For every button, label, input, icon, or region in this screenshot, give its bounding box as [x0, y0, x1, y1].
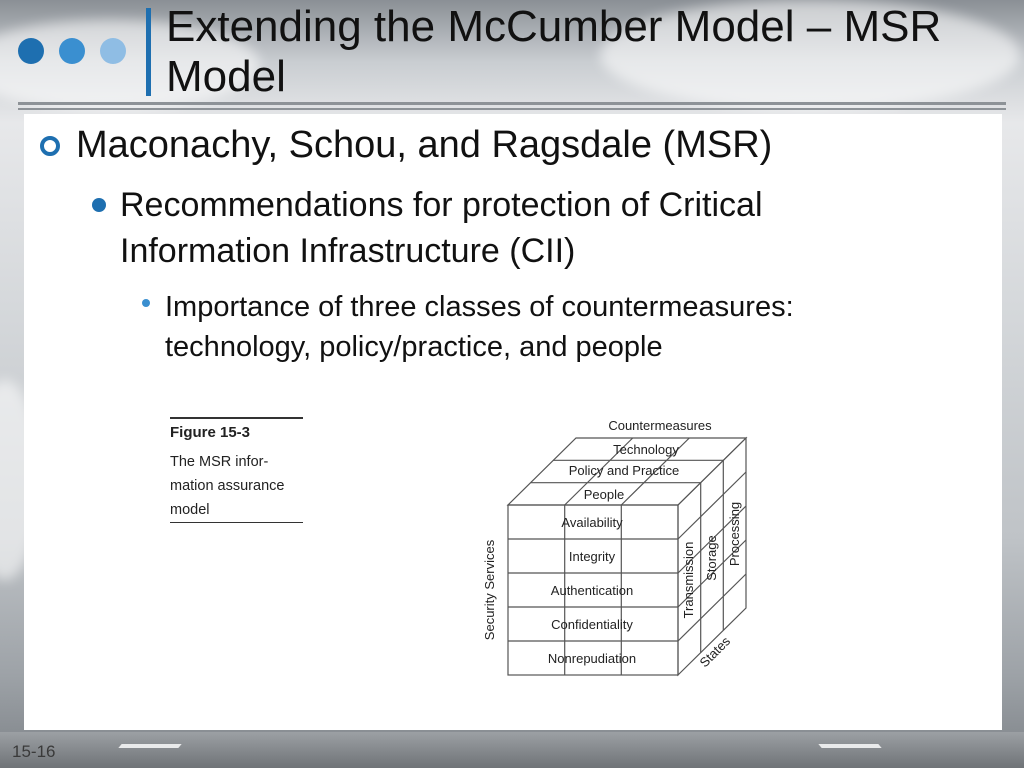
service-nonrepudiation: Nonrepudiation	[547, 651, 637, 666]
service-confidentiality: Confidentiality	[551, 617, 633, 632]
bullet-level2: Recommendations for protection of Critical Information Infrastructure (CII)	[120, 186, 763, 270]
road-marking	[118, 744, 181, 748]
caption-line: mation assurance	[170, 478, 285, 494]
bullet-small-dot-icon	[142, 299, 150, 307]
background-road	[0, 732, 1024, 768]
decorative-dots	[18, 38, 126, 64]
slide-number: 15-16	[12, 742, 56, 761]
bullet-ring-icon	[40, 136, 60, 156]
countermeasures-label: Countermeasures	[608, 418, 712, 433]
state-transmission: Transmission	[681, 541, 696, 619]
caption-line: The MSR infor-	[170, 454, 269, 470]
countermeasure-technology: Technology	[613, 442, 679, 457]
header-rule-bottom	[18, 108, 1006, 110]
countermeasure-policy: Policy and Practice	[568, 463, 680, 478]
service-authentication: Authentication	[550, 583, 634, 598]
slide-title: Extending the McCumber Model – MSR Model	[166, 2, 942, 101]
service-availability: Availability	[561, 515, 623, 530]
countermeasure-people: People	[583, 487, 625, 502]
title-accent-bar	[146, 8, 151, 96]
dot-1	[18, 38, 44, 64]
bullet-level3: Importance of three classes of countermeasures: technology, policy/practice, and people	[165, 291, 794, 363]
dot-3	[100, 38, 126, 64]
road-marking	[818, 744, 881, 748]
caption-line: model	[170, 502, 210, 518]
dot-2	[59, 38, 85, 64]
caption-rule-top	[170, 417, 303, 419]
header-rule-top	[18, 102, 1006, 105]
figure-caption-title: Figure 15-3	[170, 424, 251, 441]
figure-caption-text	[170, 450, 310, 522]
bullet-dot-icon	[92, 198, 106, 212]
states-label: States	[696, 633, 734, 671]
slide-header	[0, 0, 1024, 108]
bullet-level1: Maconachy, Schou, and Ragsdale (MSR)	[76, 124, 773, 166]
msr-cube-diagram	[470, 410, 760, 695]
security-services-label: Security Services	[482, 539, 497, 641]
caption-rule-bottom	[170, 522, 303, 523]
state-processing: Processing	[727, 501, 742, 567]
service-integrity: Integrity	[568, 549, 616, 564]
state-storage: Storage	[704, 535, 719, 581]
